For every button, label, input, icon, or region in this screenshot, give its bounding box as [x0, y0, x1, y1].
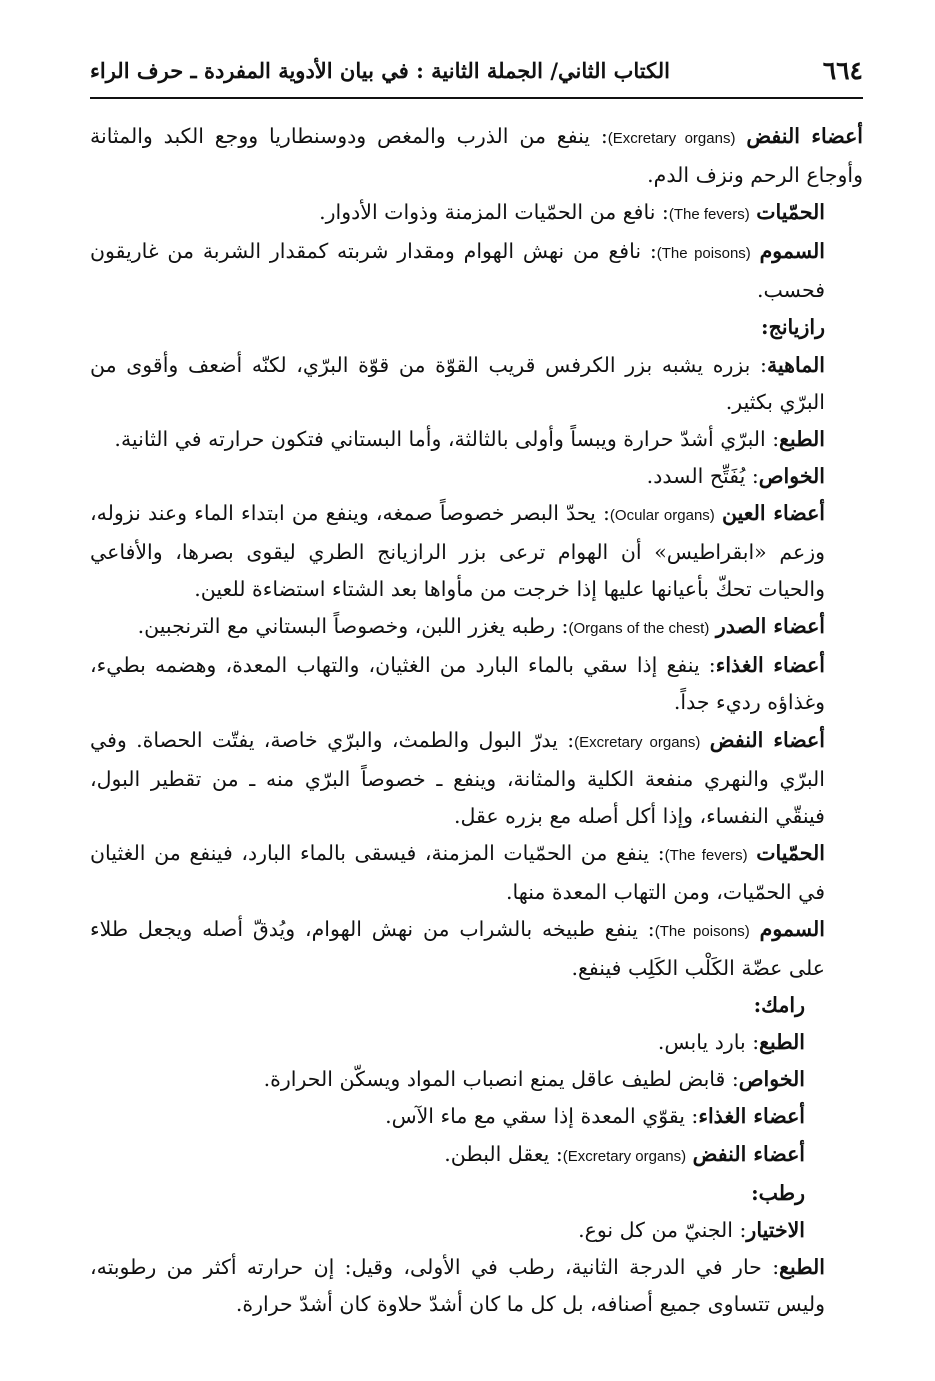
paragraph: [90, 911, 863, 987]
entry-keyword: الحمّيات: [756, 840, 825, 865]
paragraph: [90, 835, 863, 911]
paragraph: [90, 495, 863, 608]
entry-text: : الجنيّ من كل نوع.: [578, 1217, 747, 1242]
entry-keyword: الاختيار: [746, 1217, 805, 1242]
paragraph: [90, 118, 863, 194]
english-term: (Organs of the chest): [568, 620, 710, 638]
entry-text: : نافع من نهش الهوام ومقدار شربته كمقدار الشربة من غاريقون فحسب.: [90, 239, 825, 303]
entry-keyword: السموم: [759, 239, 825, 264]
entry-text: : بارد يابس.: [657, 1030, 760, 1055]
entry-text: : يُفَتِّح السدد.: [646, 463, 759, 488]
english-term: (The poisons): [654, 922, 750, 940]
entry-keyword: الطبع: [779, 426, 825, 451]
paragraph: [90, 1061, 863, 1098]
paragraph: [90, 1098, 863, 1135]
entry-keyword: السموم: [759, 916, 825, 941]
entry-keyword: الخواص: [738, 1067, 805, 1092]
english-term: (The fevers): [664, 846, 748, 864]
entry-text: : ينفع من الحمّيات المزمنة، فيسقى بالماء البارد، فينفع من الغثيان في الحمّيات، ومن التهاب المعدة منها.: [90, 840, 825, 904]
paragraph: [90, 722, 863, 835]
entry-text: : بزره يشبه بزر الكرفس قريب القوّة من قوّة البرّي، لكنّه أضعف وأقوى من البرّي بكثير.: [90, 352, 825, 414]
entry-text: : ينفع من الذرب والمغص ودوسنطاريا ووجع الكبد والمثانة وأوجاع الرحم ونزف الدم.: [90, 124, 863, 188]
entry-keyword: الماهية: [766, 352, 825, 377]
entry-keyword: الطبع: [779, 1254, 825, 1279]
entry-text: : ينفع طبيخه بالشراب من نهش الهوام، ويُدقّ أصله ويجعل طلاء على عضّة الكَلْب الكَلِب فينفع.: [90, 916, 825, 981]
paragraph: [90, 1136, 863, 1175]
entry-keyword: أعضاء الغذاء: [715, 653, 825, 678]
entry-keyword: الحمّيات: [756, 200, 825, 225]
page-number: ٦٦٤: [822, 56, 863, 85]
paragraph: [90, 1175, 863, 1212]
entry-keyword: أعضاء النفض: [746, 124, 863, 148]
entry-keyword: رازيانج:: [761, 315, 825, 340]
header-rule: [90, 97, 863, 99]
english-term: (Excretary organs): [562, 1147, 687, 1165]
entry-text: : يعقل البطن.: [444, 1141, 563, 1166]
entry-keyword: الطبع: [759, 1030, 805, 1055]
english-term: (The poisons): [656, 245, 751, 263]
entry-text: : ينفع إذا سقي بالماء البارد من الغثيان، والتهاب المعدة، وهضمه بطيء، وغذاؤه رديء جداً.: [90, 653, 825, 715]
paragraph: [90, 647, 863, 721]
entry-keyword: رامك:: [753, 993, 805, 1018]
entry-text: : يقوّي المعدة إذا سقي مع ماء الآس.: [385, 1104, 699, 1129]
paragraph: [90, 1212, 863, 1249]
paragraph: [90, 347, 863, 421]
paragraph: [90, 421, 863, 458]
paragraph: [90, 1249, 863, 1323]
entry-text: : حار في الدرجة الثانية، رطب في الأولى، وقيل: إن حرارته أكثر من رطوبته، وليس تتساوى جميع أصنافه، بل كل ما كان أشدّ حلاوة كان أشدّ حرارة.: [90, 1254, 825, 1316]
entry-text: : رطبه يغزر اللبن، وخصوصاً البستاني مع الترنجبين.: [137, 614, 569, 639]
entry-text: : يحدّ البصر خصوصاً صمغه، وينفع من ابتداء الماء وعند نزوله، وزعم «ابقراطيس» أن الهوام ترعى بزر الرازيانج الطري ليقوى بصرها، والأفاعي والحيات تحكّ بأعيانها عليها إذا خرجت من مأواها بعد الشتاء استضاءة للعين.: [90, 500, 825, 602]
page-body: [90, 118, 863, 1323]
entry-keyword: رطب:: [751, 1180, 805, 1205]
entry-text: : نافع من الحمّيات المزمنة وذوات الأدوار.: [319, 200, 669, 225]
entry-keyword: أعضاء النفض: [692, 1141, 805, 1166]
paragraph: [90, 1024, 863, 1061]
entry-keyword: الخواص: [758, 463, 825, 488]
running-title: الكتاب الثاني/ الجملة الثانية : في بيان الأدوية المفردة ـ حرف الراء: [90, 58, 670, 83]
paragraph: [90, 309, 863, 346]
english-term: (Excretary organs): [607, 130, 736, 147]
entry-keyword: أعضاء الغذاء: [698, 1104, 805, 1129]
entry-text: : يدرّ البول والطمث، والبرّي خاصة، يفتّت الحصاة. وفي البرّي والنهري منفعة الكلية والمثانة، وينفع ـ خصوصاً البرّي منه ـ من تقطير البول، فينقّي النفساء، وإذا أكل أصله مع بزره عقل.: [90, 727, 825, 828]
paragraph: [90, 608, 863, 647]
entry-keyword: أعضاء النفض: [709, 727, 825, 752]
paragraph: [90, 987, 863, 1024]
english-term: (The fevers): [668, 206, 750, 224]
entry-text: : البرّي أشدّ حرارة ويبساً وأولى بالثالثة، وأما البستاني فتكون حرارته في الثانية.: [114, 426, 780, 451]
paragraph: [90, 233, 863, 309]
page-header: [90, 52, 863, 92]
paragraph: [90, 194, 863, 233]
entry-keyword: أعضاء الصدر: [715, 614, 825, 639]
entry-text: : قابض لطيف عاقل يمنع انصباب المواد ويسكّن الحرارة.: [263, 1067, 739, 1092]
paragraph: [90, 458, 863, 495]
english-term: (Excretary organs): [574, 733, 701, 751]
entry-keyword: أعضاء العين: [721, 500, 825, 525]
english-term: (Ocular organs): [609, 506, 715, 524]
